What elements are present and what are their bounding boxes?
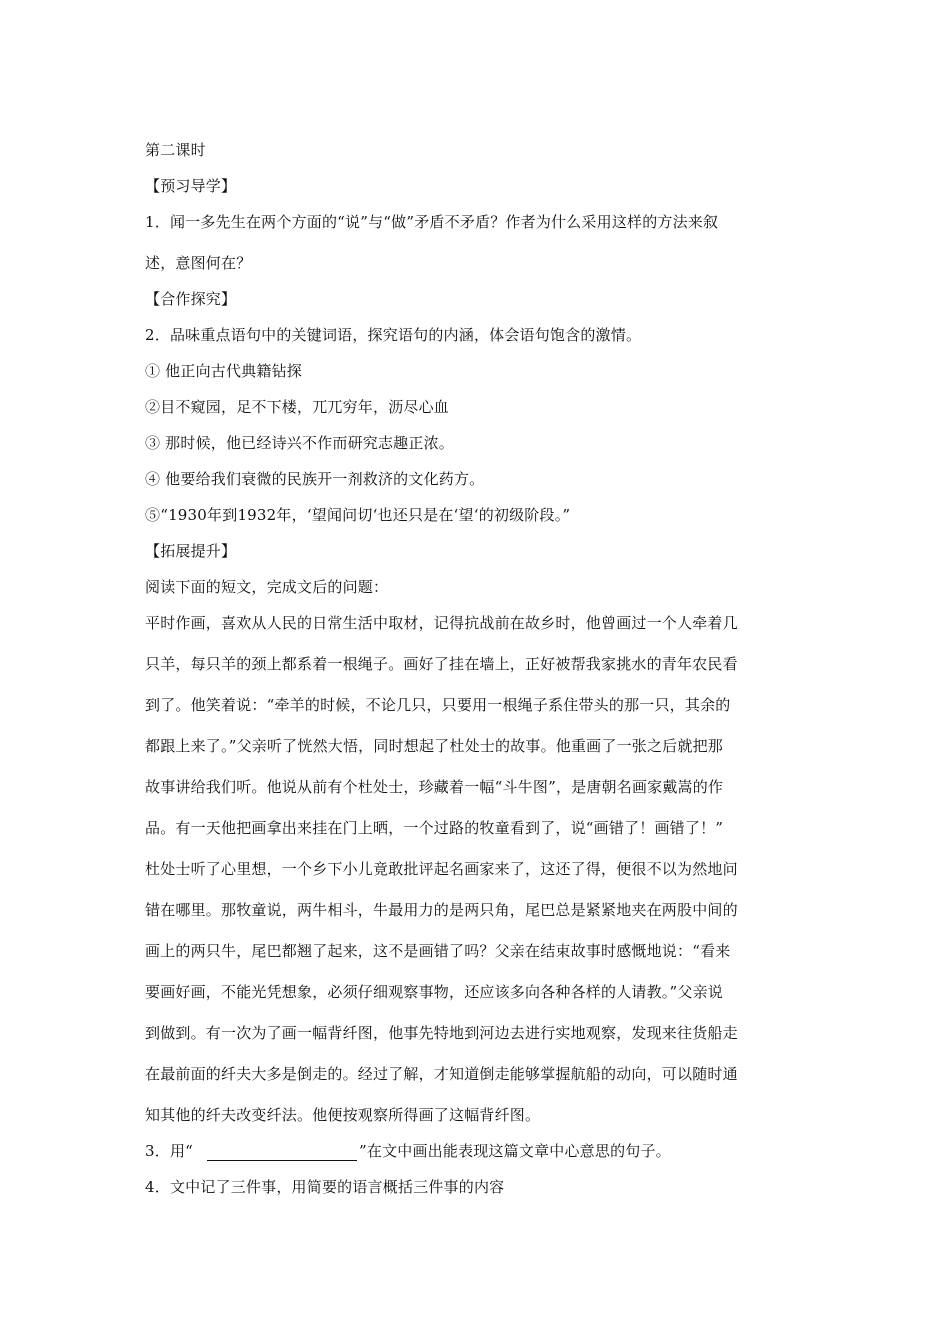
question-2-item-3: ③ 那时候，他已经诗兴不作而研究志趣正浓。	[145, 434, 454, 452]
question-3	[145, 1141, 815, 1161]
section-extend-heading: 【拓展提升】	[145, 542, 237, 560]
passage-line: 平时作画，喜欢从人民的日常生活中取材，记得抗战前在故乡时，他曾画过一个人牵着几	[145, 614, 738, 632]
answer-blank[interactable]	[207, 1144, 357, 1161]
question-4: 4．文中记了三件事，用简要的语言概括三件事的内容	[145, 1178, 505, 1196]
worksheet-page	[145, 140, 815, 1197]
passage-line: 只羊，每只羊的颈上都系着一根绳子。画好了挂在墙上，正好被帮我家挑水的青年农民看	[145, 655, 738, 673]
passage-line: 故事讲给我们听。他说从前有个杜处士，珍藏着一幅“斗牛图”，是唐朝名画家戴嵩的作	[145, 778, 724, 796]
passage-line: 杜处士听了心里想，一个乡下小儿竟敢批评起名画家来了，这还了得，便很不以为然地问	[145, 860, 738, 878]
question-2-prompt: 2．品味重点语句中的关键词语，探究语句的内涵，体会语句饱含的激情。	[145, 326, 642, 344]
passage-line: 画上的两只牛，尾巴都翘了起来，这不是画错了吗？父亲在结束故事时感慨地说：“看来	[145, 942, 731, 960]
question-2-item-4: ④ 他要给我们衰微的民族开一剂救济的文化药方。	[145, 470, 485, 488]
passage-line: 在最前面的纤夫大多是倒走的。经过了解，才知道倒走能够掌握航船的动向，可以随时通	[145, 1065, 738, 1083]
lesson-title: 第二课时	[145, 141, 206, 159]
passage-line: 到做到。有一次为了画一幅背纤图，他事先特地到河边去进行实地观察，发现来往货船走	[145, 1024, 738, 1042]
section-preview-heading: 【预习导学】	[145, 177, 237, 195]
section-explore-heading: 【合作探究】	[145, 290, 237, 308]
question-1-line-2: 述，意图何在？	[145, 254, 252, 272]
question-3-before: 3．用“	[145, 1142, 194, 1160]
question-2-item-2: ②目不窥园，足不下楼，兀兀穷年，沥尽心血	[145, 398, 450, 416]
passage-line: 品。有一天他把画拿出来挂在门上晒，一个过路的牧童看到了，说“画错了！画错了！”	[145, 819, 724, 837]
passage-line: 都跟上来了。”父亲听了恍然大悟，同时想起了杜处士的故事。他重画了一张之后就把那	[145, 737, 723, 755]
passage-line: 要画好画，不能光凭想象，必须仔细观察事物，还应该多向各种各样的人请教。”父亲说	[145, 983, 723, 1001]
passage-line: 错在哪里。那牧童说，两牛相斗，牛最用力的是两只角，尾巴总是紧紧地夹在两股中间的	[145, 901, 738, 919]
passage-line: 到了。他笑着说：“牵羊的时候，不论几只，只要用一根绳子系住带头的那一只，其余的	[145, 696, 731, 714]
question-2-item-1: ① 他正向古代典籍钻探	[145, 362, 302, 380]
passage-line: 知其他的纤夫改变纤法。他便按观察所得画了这幅背纤图。	[145, 1106, 541, 1124]
question-1-line-1: 1．闻一多先生在两个方面的“说”与“做”矛盾不矛盾？作者为什么采用这样的方法来叙	[145, 213, 719, 231]
question-2-item-5: ⑤“1930年到1932年，‘望闻问切‘也还只是在‘望‘的初级阶段。”	[145, 506, 571, 524]
question-3-after: ”在文中画出能表现这篇文章中心意思的句子。	[359, 1142, 671, 1160]
reading-instruction: 阅读下面的短文，完成文后的问题：	[145, 578, 389, 596]
